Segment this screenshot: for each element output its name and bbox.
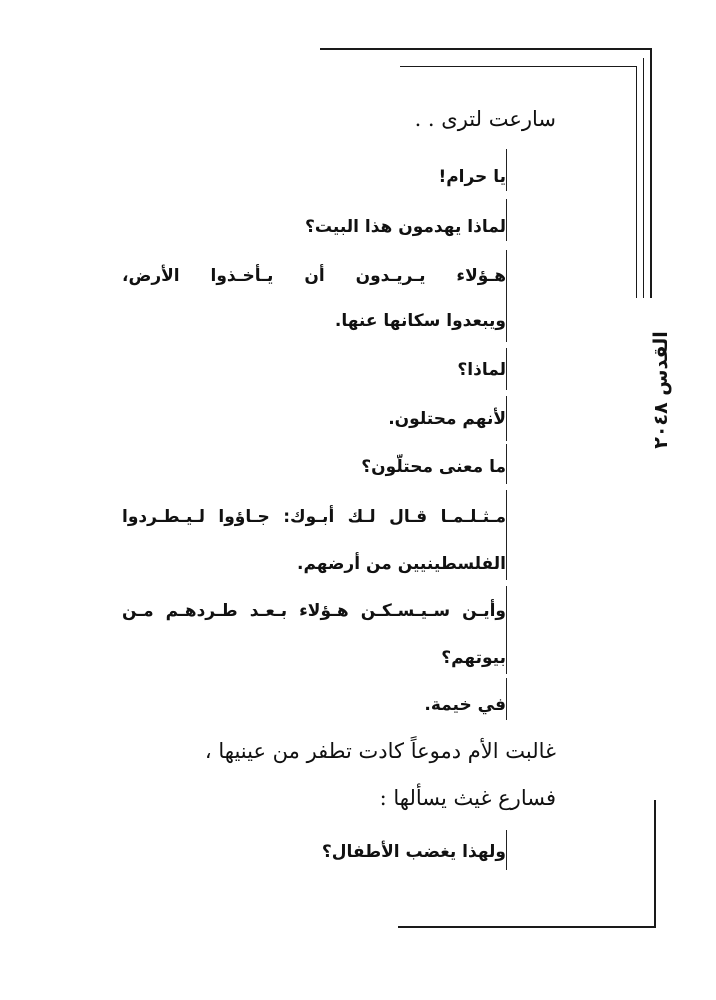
frame-right-line-inner: [636, 66, 637, 298]
dialogue-dash: [506, 396, 507, 441]
dialogue-line: لماذا؟: [457, 360, 506, 380]
narration-mother-line-1: غالبت الأم دموعاً كادت تطفر من عينيها ،: [204, 739, 556, 763]
frame-right-line-outer: [650, 48, 652, 298]
dialogue-line: هـؤلاء يـريـدون أن يـأخـذوا الأرض،: [122, 266, 506, 286]
dialogue-line: ما معنى محتلّون؟: [361, 457, 506, 477]
dialogue-line: يا حرام!: [438, 167, 506, 187]
frame-bottom-line: [398, 926, 656, 928]
dialogue-dash: [506, 678, 507, 720]
dialogue-dash: [506, 149, 507, 191]
frame-top-line: [320, 48, 652, 50]
dialogue-line: في خيمة.: [424, 695, 506, 715]
dialogue-dash: [506, 444, 507, 484]
side-title-text: القدس ٢٠٤٨: [650, 325, 672, 455]
dialogue-dash: [506, 250, 507, 342]
dialogue-line: لماذا يهدمون هذا البيت؟: [305, 217, 506, 237]
dialogue-line: وأيـن سـيـسـكـن هـؤلاء بـعـد طـردهـم مـن: [122, 601, 506, 621]
dialogue-line: مـثـلـمـا قـال لـك أبـوك: جـاؤوا لـيـطـردوا: [122, 507, 506, 527]
frame-inner-top-line: [400, 66, 636, 67]
narration-intro: سارعت لترى . .: [414, 107, 556, 131]
dialogue-line: لأنهم محتلون.: [388, 409, 506, 429]
dialogue-line: ويبعدوا سكانها عنها.: [334, 311, 506, 331]
dialogue-line: بيوتهم؟: [441, 648, 506, 668]
dialogue-dash: [506, 490, 507, 580]
dialogue-dash: [506, 586, 507, 674]
frame-right-line-middle: [643, 58, 644, 298]
narration-mother-line-2: فسارع غيث يسألها :: [379, 786, 556, 810]
final-dialogue-line: ولهذا يغضب الأطفال؟: [321, 842, 506, 862]
side-title: [643, 320, 679, 460]
frame-right-line-lower: [654, 800, 656, 928]
dialogue-dash: [506, 199, 507, 241]
dialogue-dash: [506, 348, 507, 390]
dialogue-dash: [506, 830, 507, 870]
dialogue-line: الفلسطينيين من أرضهم.: [296, 554, 506, 574]
